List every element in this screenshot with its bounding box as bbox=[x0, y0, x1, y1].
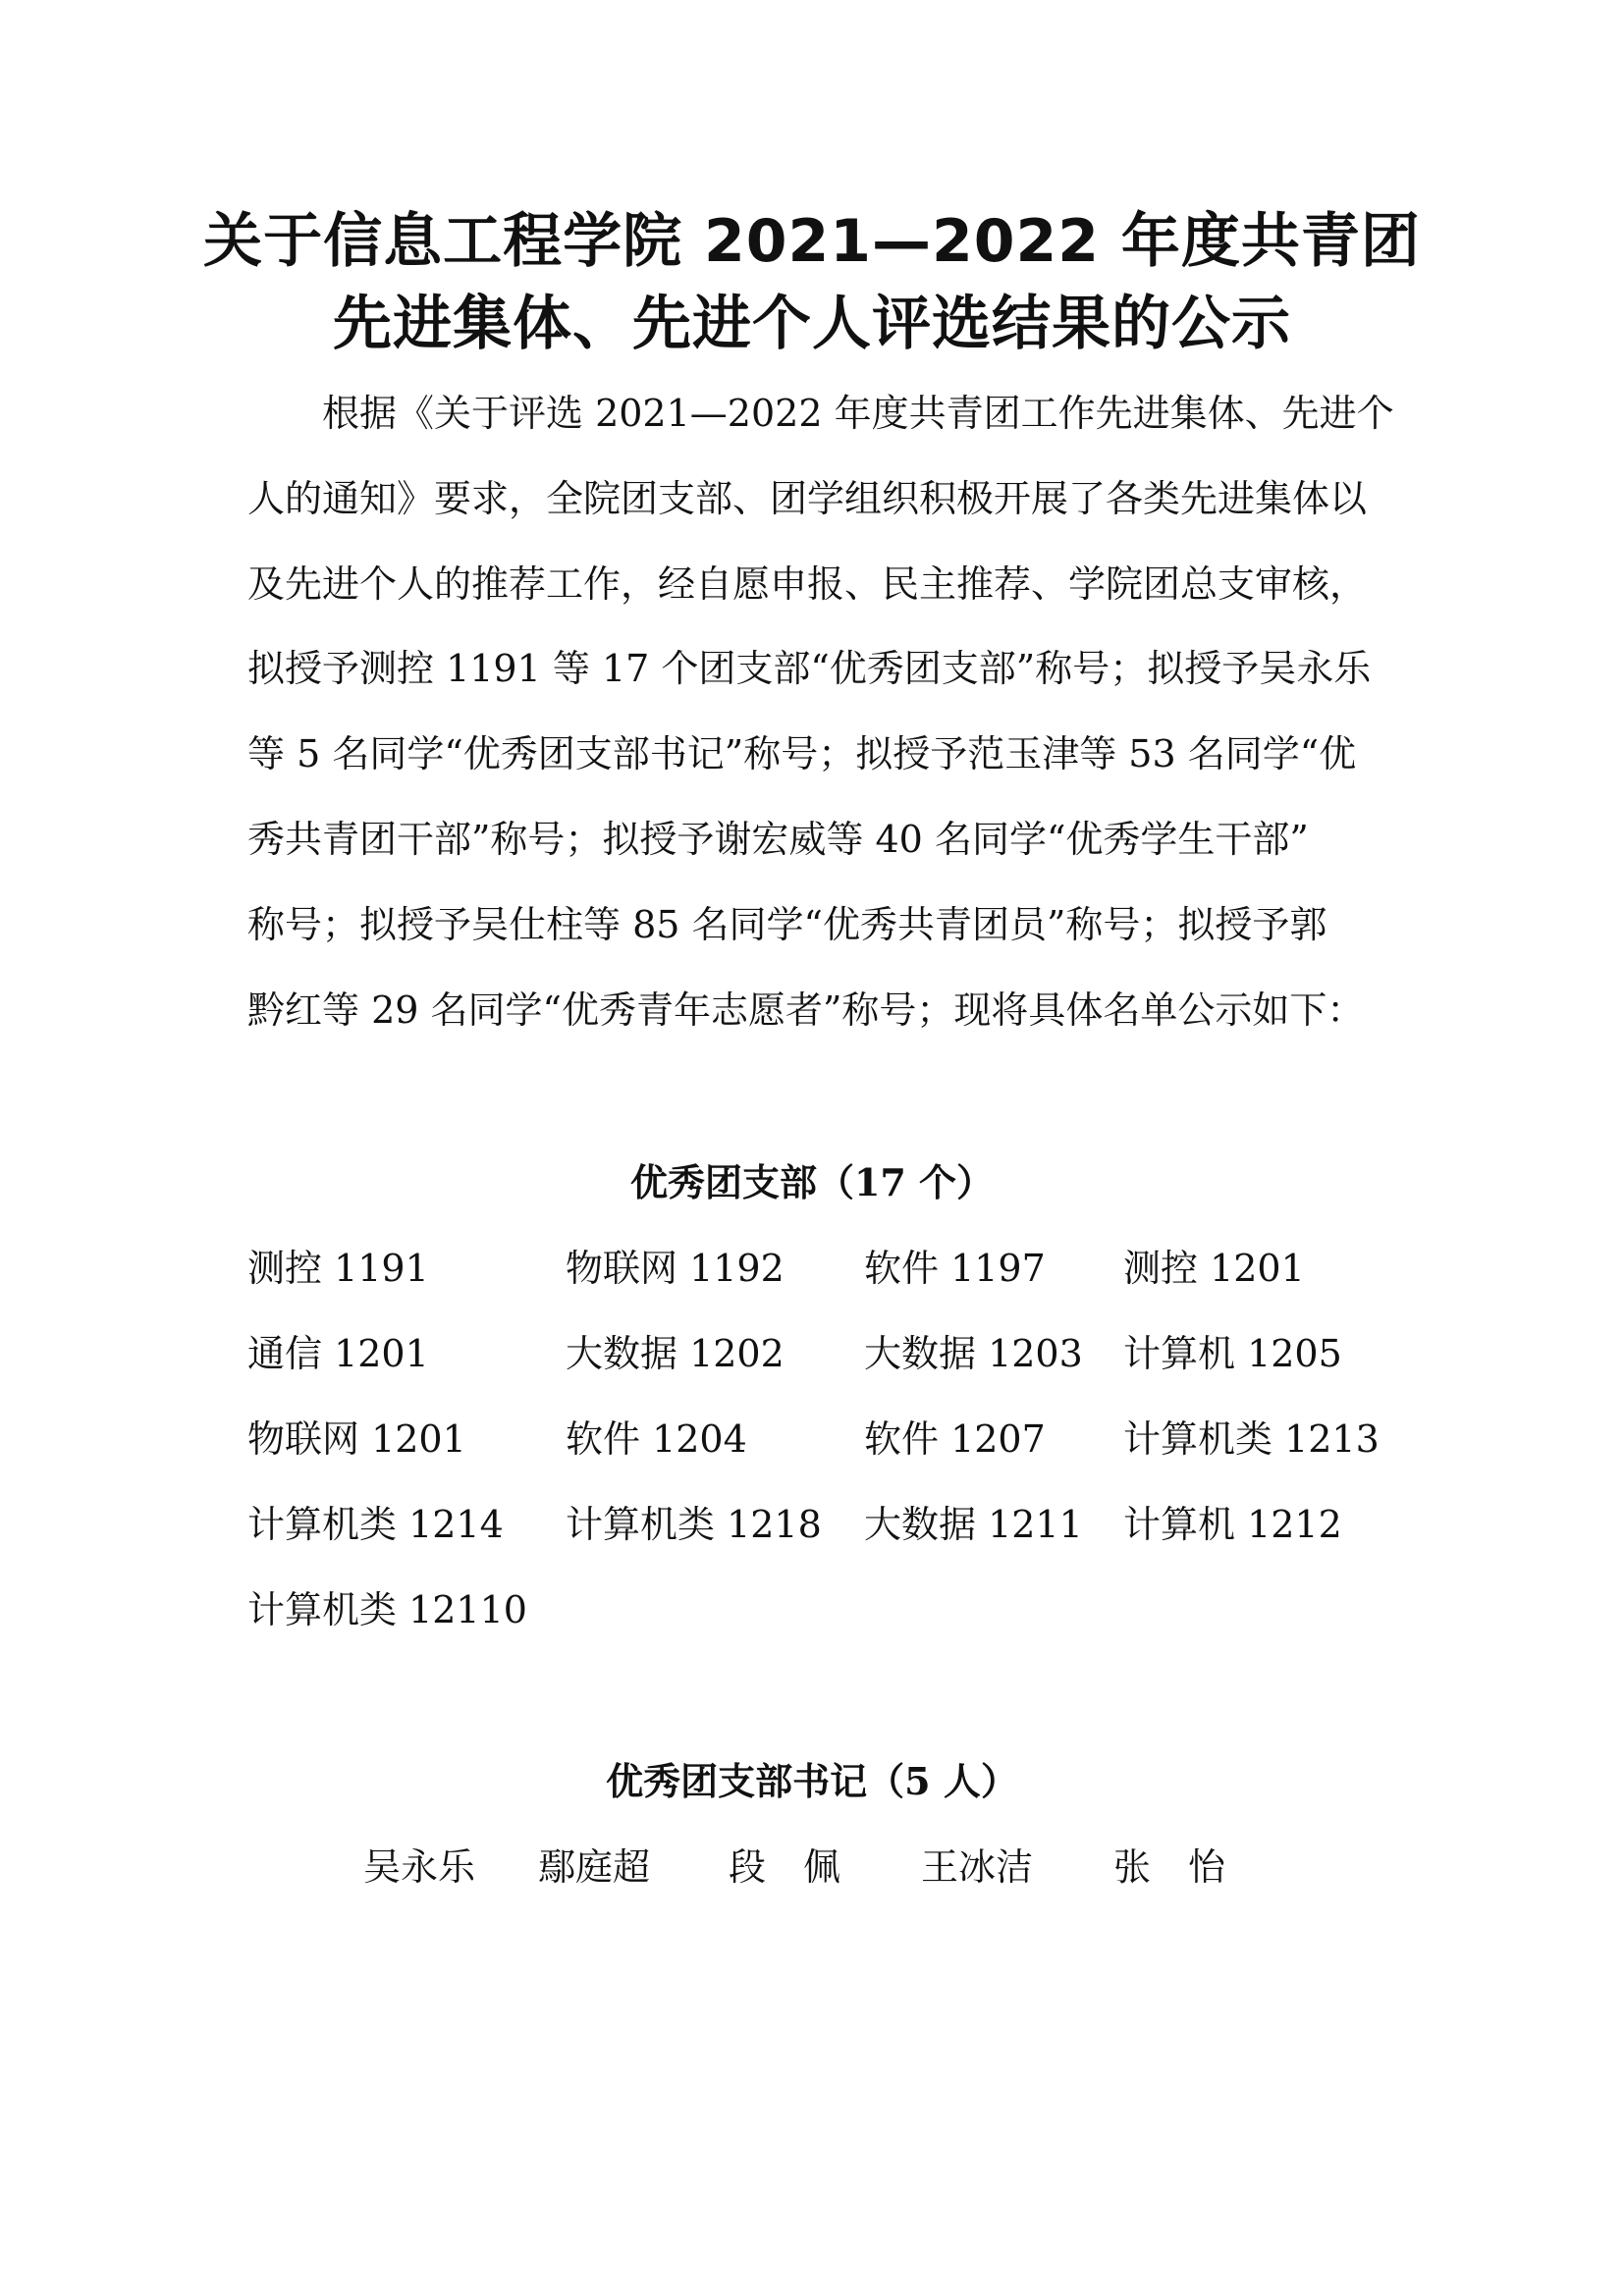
branch-item: 计算机类 1218 bbox=[566, 1503, 822, 1546]
branch-item: 测控 1191 bbox=[247, 1247, 429, 1290]
branch-item: 测控 1201 bbox=[1123, 1247, 1305, 1290]
paragraph-line: 根据《关于评选 2021—2022 年度共青团工作先进集体、先进个 bbox=[247, 392, 1394, 435]
branch-item: 计算机 1212 bbox=[1123, 1503, 1342, 1546]
branch-item: 通信 1201 bbox=[247, 1332, 429, 1375]
branch-item: 大数据 1203 bbox=[864, 1332, 1083, 1375]
branch-item: 大数据 1202 bbox=[566, 1332, 785, 1375]
excellent-secretaries-heading: 优秀团支部书记（5 人） bbox=[606, 1759, 1018, 1803]
branch-item: 计算机 1205 bbox=[1123, 1332, 1342, 1375]
branch-item: 软件 1204 bbox=[566, 1417, 747, 1461]
secretary-name: 吴永乐 bbox=[363, 1845, 476, 1889]
branch-item: 软件 1207 bbox=[864, 1417, 1046, 1461]
excellent-branches-heading: 优秀团支部（17 个） bbox=[629, 1160, 995, 1204]
branch-item: 大数据 1211 bbox=[864, 1503, 1083, 1546]
secretary-name: 鄢庭超 bbox=[538, 1845, 651, 1889]
paragraph-line: 黔红等 29 名同学“优秀青年志愿者”称号；现将具体名单公示如下： bbox=[247, 988, 1365, 1032]
paragraph-line: 等 5 名同学“优秀团支部书记”称号；拟授予范玉津等 53 名同学“优 bbox=[247, 732, 1357, 775]
paragraph-line: 及先进个人的推荐工作，经自愿申报、民主推荐、学院团总支审核， bbox=[247, 562, 1368, 606]
branch-item: 软件 1197 bbox=[864, 1247, 1046, 1290]
secretary-name: 张 怡 bbox=[1113, 1845, 1226, 1889]
paragraph-line: 称号；拟授予吴仕柱等 85 名同学“优秀共青团员”称号；拟授予郭 bbox=[247, 903, 1327, 946]
branch-item: 计算机类 12110 bbox=[247, 1588, 527, 1631]
secretary-name: 王冰洁 bbox=[921, 1845, 1034, 1889]
branch-item: 计算机类 1213 bbox=[1123, 1417, 1380, 1461]
branch-item: 物联网 1192 bbox=[566, 1247, 785, 1290]
paragraph-line: 秀共青团干部”称号；拟授予谢宏威等 40 名同学“优秀学生干部” bbox=[247, 818, 1309, 861]
branch-item: 物联网 1201 bbox=[247, 1417, 466, 1461]
secretary-name: 段 佩 bbox=[729, 1845, 841, 1889]
paragraph-line: 拟授予测控 1191 等 17 个团支部“优秀团支部”称号；拟授予吴永乐 bbox=[247, 647, 1372, 690]
branch-item: 计算机类 1214 bbox=[247, 1503, 504, 1546]
document-title-line-1: 关于信息工程学院 2021—2022 年度共青团 bbox=[203, 207, 1421, 276]
paragraph-line: 人的通知》要求，全院团支部、团学组织积极开展了各类先进集体以 bbox=[247, 477, 1368, 520]
document-title-line-2: 先进集体、先进个人评选结果的公示 bbox=[333, 290, 1291, 358]
